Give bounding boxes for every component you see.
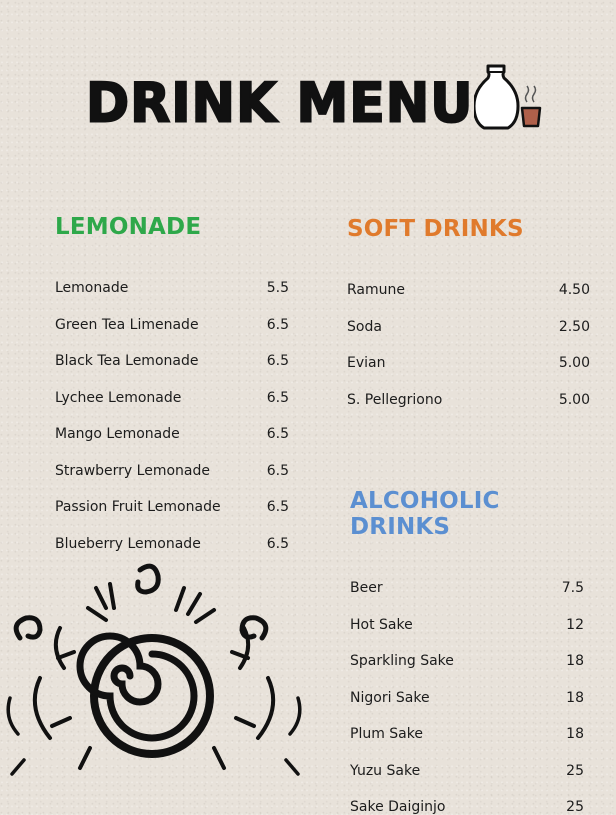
lemonade-item-price: 5.5 — [266, 280, 289, 296]
lemonade-item-price: 6.5 — [266, 426, 289, 442]
alcoholic-drink-item-price: 12 — [566, 616, 584, 633]
lemonade-item-name: Lemonade — [55, 280, 129, 296]
alcoholic-drink-item-name: Yuzu Sake — [350, 762, 421, 779]
soft-drink-item-price: 5.00 — [558, 355, 590, 371]
alcoholic-drink-item-name: Hot Sake — [350, 616, 413, 633]
soft-drink-item-name: S. Pellegriono — [347, 391, 443, 408]
alcoholic-drink-item-price: 25 — [566, 762, 584, 779]
alcoholic-drink-item-name: Sparkling Sake — [350, 653, 454, 669]
alcoholic-drinks-section — [350, 488, 586, 815]
alcoholic-drink-item-price: 18 — [566, 689, 584, 706]
lemonade-item-price: 6.5 — [266, 535, 289, 552]
alcoholic-drink-item-price: 18 — [566, 726, 584, 742]
lemonade-heading: LEMONADE — [55, 214, 202, 240]
soft-drink-item-name: Ramune — [347, 282, 405, 298]
lemonade-item-price: 6.5 — [266, 316, 289, 333]
lemonade-item-price: 6.5 — [266, 389, 289, 406]
alcoholic-drink-item-name: Plum Sake — [350, 726, 423, 742]
soft-drink-item-name: Evian — [347, 355, 386, 371]
soft-drink-item-price: 4.50 — [558, 282, 590, 298]
soft-drinks-section — [347, 216, 592, 408]
soft-drink-item-name: Soda — [347, 318, 382, 335]
lemonade-item-name: Strawberry Lemonade — [55, 462, 210, 479]
menu-title: DRINK MENU — [86, 72, 474, 135]
lemonade-item-name: Black Tea Lemonade — [55, 353, 199, 369]
alcoholic-drink-item-price: 7.5 — [561, 580, 584, 596]
lemonade-item-name: Blueberry Lemonade — [55, 535, 201, 552]
alcoholic-drink-item-name: Beer — [350, 580, 383, 596]
alcoholic-drink-item-price: 25 — [566, 799, 584, 815]
soft-drink-item-price: 5.00 — [558, 391, 590, 408]
lemonade-item-name: Green Tea Limenade — [55, 316, 199, 333]
lemonade-item-name: Passion Fruit Lemonade — [55, 499, 221, 515]
alcoholic-drink-item-name: Sake Daiginjo — [350, 799, 446, 815]
soft-drinks-heading: SOFT DRINKS — [347, 216, 524, 242]
alcoholic-drink-item-name: Nigori Sake — [350, 689, 430, 706]
alcoholic-drinks-heading: ALCOHOLIC DRINKS — [350, 488, 500, 540]
lemonade-item-price: 6.5 — [266, 353, 289, 369]
lemonade-item-name: Lychee Lemonade — [55, 389, 182, 406]
spiral-seal-emblem-icon — [0, 548, 310, 776]
lemonade-item-price: 6.5 — [266, 499, 289, 515]
alcoholic-drink-item-price: 18 — [566, 653, 584, 669]
lemonade-section — [55, 214, 295, 552]
sake-bottle-and-cup-icon — [474, 62, 546, 132]
lemonade-item-name: Mango Lemonade — [55, 426, 180, 442]
lemonade-item-price: 6.5 — [266, 462, 289, 479]
soft-drink-item-price: 2.50 — [558, 318, 590, 335]
